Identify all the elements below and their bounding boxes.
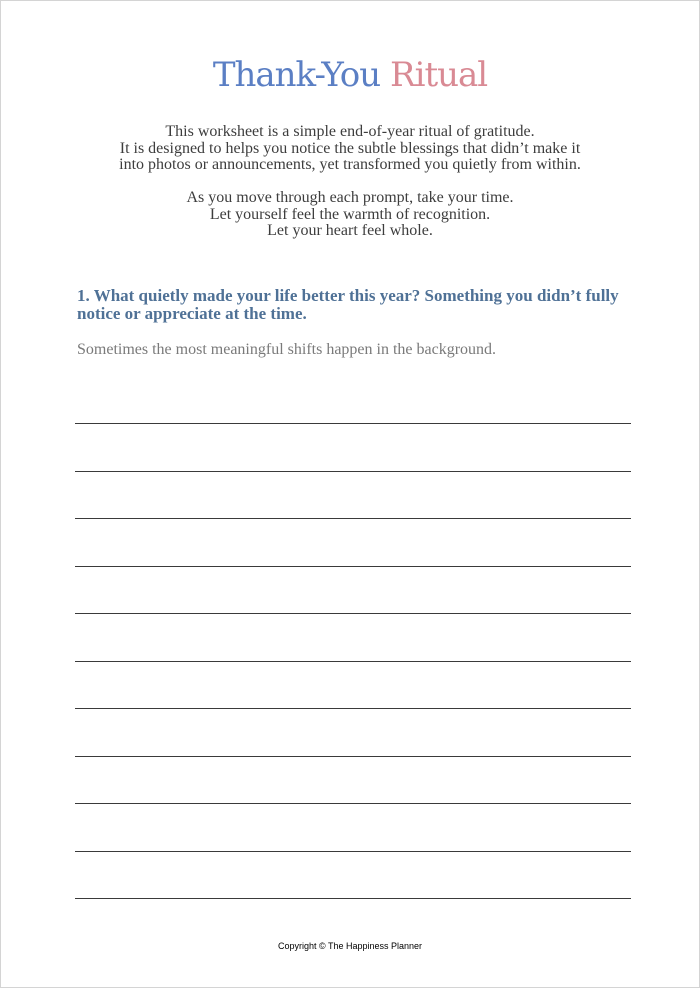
intro-line: into photos or announcements, yet transformed you quietly from within. bbox=[119, 156, 581, 173]
copyright-footer: Copyright © The Happiness Planner bbox=[277, 941, 423, 951]
writing-line[interactable] bbox=[75, 756, 631, 757]
intro-line: As you move through each prompt, take your time. bbox=[186, 189, 514, 206]
title-part-1: Thank-You bbox=[212, 55, 381, 95]
writing-line[interactable] bbox=[75, 851, 631, 852]
writing-line[interactable] bbox=[75, 803, 631, 804]
writing-line[interactable] bbox=[75, 471, 631, 472]
intro-line: It is designed to helps you notice the subtle blessings that didn’t make it bbox=[119, 139, 581, 157]
question-line: notice or appreciate at the time. bbox=[77, 303, 307, 323]
intro-line: Let yourself feel the warmth of recognition. bbox=[209, 205, 491, 223]
writing-line[interactable] bbox=[75, 518, 631, 519]
writing-line[interactable] bbox=[75, 613, 631, 614]
writing-line[interactable] bbox=[75, 898, 631, 899]
writing-line[interactable] bbox=[75, 708, 631, 709]
prompt-hint: Sometimes the most meaningful shifts happen in the background. bbox=[77, 341, 497, 358]
intro-line: Let your heart feel whole. bbox=[267, 222, 433, 239]
writing-line[interactable] bbox=[75, 423, 631, 424]
title-part-2: Ritual bbox=[389, 55, 488, 95]
writing-line[interactable] bbox=[75, 661, 631, 662]
writing-area[interactable] bbox=[1, 1, 699, 987]
writing-line[interactable] bbox=[75, 566, 631, 567]
intro-line: This worksheet is a simple end-of-year ritual of gratitude. bbox=[165, 123, 535, 140]
question-line: 1. What quietly made your life better this year? Something you didn’t fully bbox=[77, 286, 619, 305]
